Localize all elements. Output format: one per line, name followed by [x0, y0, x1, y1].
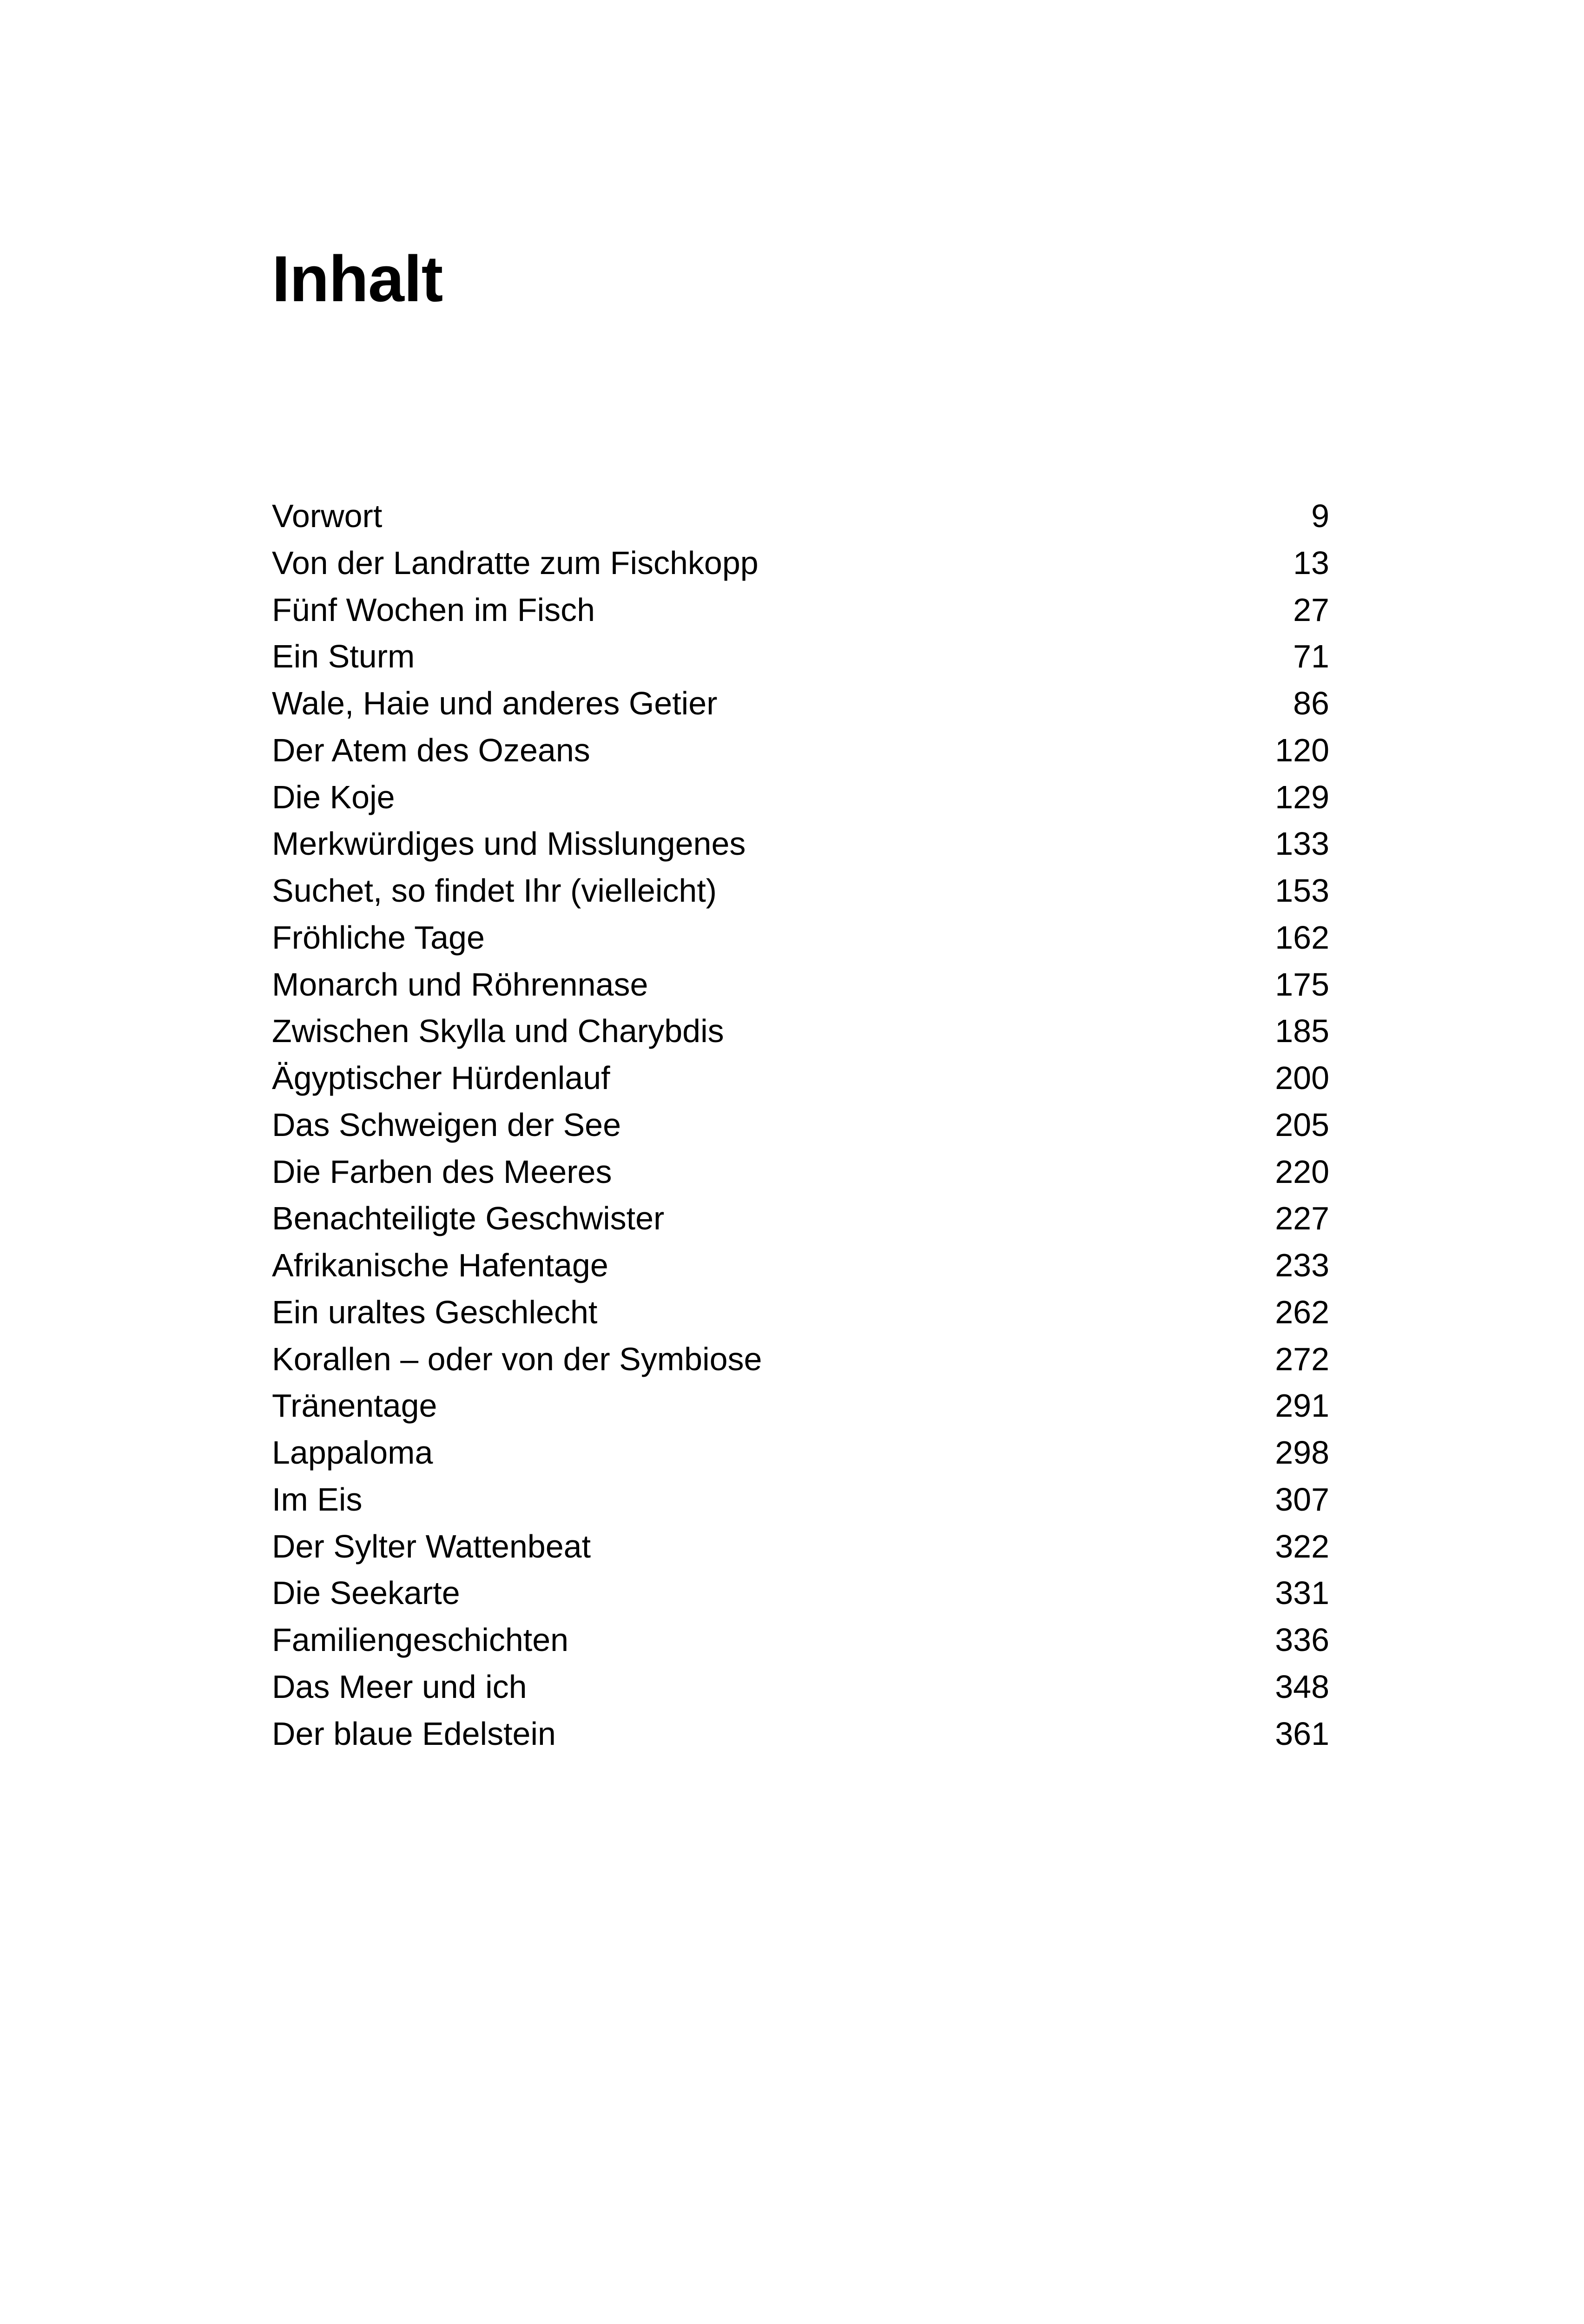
toc-entry-page-number: 27: [1293, 591, 1329, 628]
toc-entry-page-number: 133: [1275, 825, 1329, 862]
toc-entry: [272, 1476, 1329, 1523]
toc-entry-page-number: 153: [1275, 872, 1329, 909]
toc-entry: [272, 727, 1329, 774]
toc-entry-page-number: 336: [1275, 1622, 1329, 1658]
toc-entry-title: Wale, Haie und anderes Getier: [272, 685, 718, 721]
toc-entry-title: Ein uraltes Geschlecht: [272, 1294, 598, 1330]
toc-entry-page-number: 129: [1275, 779, 1329, 815]
toc-entry-title: Lappaloma: [272, 1434, 433, 1471]
toc-entry: [272, 1149, 1329, 1195]
toc-entry: [272, 961, 1329, 1008]
toc-entry-title: Im Eis: [272, 1481, 363, 1518]
toc-entry-title: Vorwort: [272, 498, 383, 534]
toc-entry-title: Fünf Wochen im Fisch: [272, 591, 595, 628]
toc-entry-page-number: 361: [1275, 1715, 1329, 1752]
toc-entry-page-number: 262: [1275, 1294, 1329, 1330]
page-title: Inhalt: [272, 242, 443, 315]
toc-entry: [272, 1055, 1329, 1102]
toc-entry-title: Der Sylter Wattenbeat: [272, 1528, 591, 1565]
toc-entry-page-number: 86: [1293, 685, 1329, 721]
toc-entry: [272, 1382, 1329, 1429]
toc-entry-title: Ein Sturm: [272, 638, 415, 675]
toc-entry-page-number: 227: [1275, 1200, 1329, 1237]
toc-entry-page-number: 220: [1275, 1153, 1329, 1190]
toc-entry: [272, 1523, 1329, 1570]
toc-entry-page-number: 348: [1275, 1668, 1329, 1705]
toc-entry: [272, 1195, 1329, 1242]
toc-entry-title: Tränentage: [272, 1387, 437, 1424]
toc-entry: [272, 1008, 1329, 1055]
toc-entry: [272, 867, 1329, 914]
toc-entry: [272, 587, 1329, 634]
toc-entry-title: Zwischen Skylla und Charybdis: [272, 1013, 724, 1050]
toc-entry: [272, 1289, 1329, 1336]
toc-entry-page-number: 298: [1275, 1434, 1329, 1471]
toc-entry-page-number: 71: [1293, 638, 1329, 675]
toc-entry-title: Die Koje: [272, 779, 395, 815]
toc-entry: [272, 1617, 1329, 1664]
table-of-contents: [272, 493, 1329, 1757]
toc-entry-page-number: 13: [1293, 544, 1329, 581]
toc-entry-title: Das Schweigen der See: [272, 1106, 621, 1143]
toc-entry-title: Der Atem des Ozeans: [272, 732, 590, 768]
toc-entry-page-number: 120: [1275, 732, 1329, 768]
toc-entry: [272, 914, 1329, 961]
toc-entry-title: Fröhliche Tage: [272, 919, 485, 956]
toc-entry: [272, 633, 1329, 680]
toc-entry: [272, 1242, 1329, 1289]
toc-entry-title: Merkwürdiges und Misslungenes: [272, 825, 746, 862]
toc-entry-page-number: 331: [1275, 1575, 1329, 1611]
toc-entry-title: Afrikanische Hafentage: [272, 1247, 608, 1283]
toc-entry-title: Suchet, so findet Ihr (vielleicht): [272, 872, 717, 909]
toc-entry-page-number: 272: [1275, 1340, 1329, 1377]
toc-entry-page-number: 322: [1275, 1528, 1329, 1565]
toc-entry: [272, 1710, 1329, 1757]
toc-entry: [272, 820, 1329, 867]
toc-entry-title: Monarch und Röhrennase: [272, 966, 648, 1003]
toc-entry-page-number: 175: [1275, 966, 1329, 1003]
toc-entry-page-number: 9: [1311, 498, 1329, 534]
toc-entry-title: Die Farben des Meeres: [272, 1153, 612, 1190]
toc-entry: [272, 1570, 1329, 1617]
toc-entry-title: Der blaue Edelstein: [272, 1715, 556, 1752]
toc-entry: [272, 680, 1329, 727]
toc-entry-page-number: 307: [1275, 1481, 1329, 1518]
toc-entry-title: Das Meer und ich: [272, 1668, 527, 1705]
toc-entry: [272, 1102, 1329, 1149]
toc-entry-title: Die Seekarte: [272, 1575, 460, 1611]
toc-entry: [272, 493, 1329, 540]
toc-entry-page-number: 200: [1275, 1060, 1329, 1096]
toc-entry-title: Benachteiligte Geschwister: [272, 1200, 665, 1237]
toc-entry-page-number: 205: [1275, 1106, 1329, 1143]
toc-entry: [272, 540, 1329, 587]
toc-entry-title: Ägyptischer Hürdenlauf: [272, 1060, 610, 1096]
toc-entry: [272, 774, 1329, 821]
toc-entry-title: Korallen – oder von der Symbiose: [272, 1340, 762, 1377]
toc-entry-title: Von der Landratte zum Fischkopp: [272, 544, 759, 581]
toc-entry-title: Familiengeschichten: [272, 1622, 569, 1658]
toc-entry-page-number: 291: [1275, 1387, 1329, 1424]
toc-entry: [272, 1336, 1329, 1383]
toc-entry-page-number: 185: [1275, 1013, 1329, 1050]
toc-entry-page-number: 233: [1275, 1247, 1329, 1283]
toc-entry: [272, 1429, 1329, 1476]
toc-entry-page-number: 162: [1275, 919, 1329, 956]
toc-entry: [272, 1664, 1329, 1710]
